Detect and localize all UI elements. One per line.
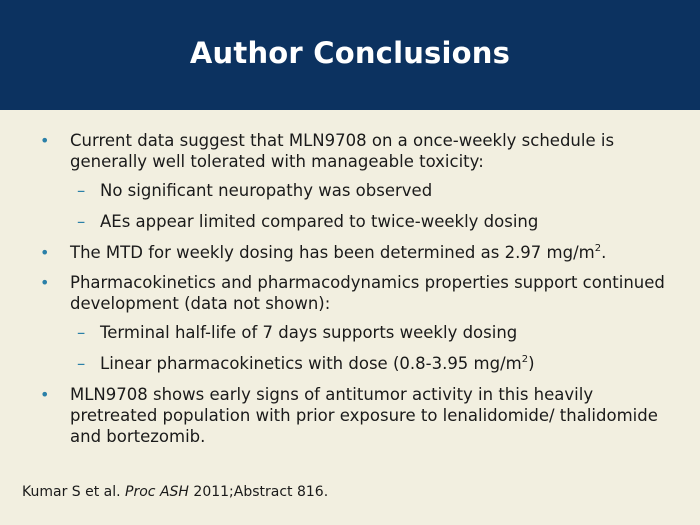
dash-icon: – [77, 212, 86, 231]
bullet-item-4 [40, 384, 670, 447]
bullet-text: MLN9708 shows early signs of antitumor activity in this heavily pretreated population with prior exposure to lenalidomide/ thalidomide and bortezomib. [70, 385, 658, 446]
subbullet-text: Terminal half-life of 7 days supports weekly dosing [100, 323, 518, 342]
bullet-text: Current data suggest that MLN9708 on a once-weekly schedule is generally well tolerated with manageable toxicity: [70, 131, 615, 171]
superscript: 2 [521, 353, 529, 365]
reference-details: 2011;Abstract 816. [193, 484, 329, 500]
bullet-text-end: . [601, 243, 607, 262]
slide-header [0, 0, 700, 110]
subbullet-text-end: ) [528, 354, 535, 373]
bullet-item-1 [40, 130, 670, 172]
bullet-dot-icon: • [40, 273, 50, 292]
reference-authors: Kumar S et al. [22, 484, 121, 500]
subbullet-item-1-1 [77, 180, 660, 201]
subbullet-text: No significant neuropathy was observed [100, 181, 433, 200]
subbullet-item-3-2 [77, 353, 660, 374]
slide-title: Author Conclusions [189, 36, 511, 70]
superscript: 2 [594, 242, 602, 254]
bullet-dot-icon: • [40, 243, 50, 262]
subbullet-item-1-2 [77, 211, 660, 232]
subbullet-text: AEs appear limited compared to twice-weekly dosing [100, 212, 539, 231]
bullet-dot-icon: • [40, 385, 50, 404]
dash-icon: – [77, 181, 86, 200]
subbullet-text: Linear pharmacokinetics with dose (0.8-3.95 mg/m [100, 354, 522, 373]
dash-icon: – [77, 323, 86, 342]
bullet-text: Pharmacokinetics and pharmacodynamics properties support continued development (data not shown): [70, 273, 665, 313]
dash-icon: – [77, 354, 86, 373]
bullet-item-2 [40, 242, 670, 263]
subbullet-item-3-1 [77, 322, 660, 343]
bullet-item-3 [40, 272, 670, 314]
bullet-dot-icon: • [40, 131, 50, 150]
bullet-text: The MTD for weekly dosing has been determined as 2.97 mg/m [70, 243, 595, 262]
reference-citation [22, 484, 328, 500]
reference-journal: Proc ASH [125, 484, 189, 500]
